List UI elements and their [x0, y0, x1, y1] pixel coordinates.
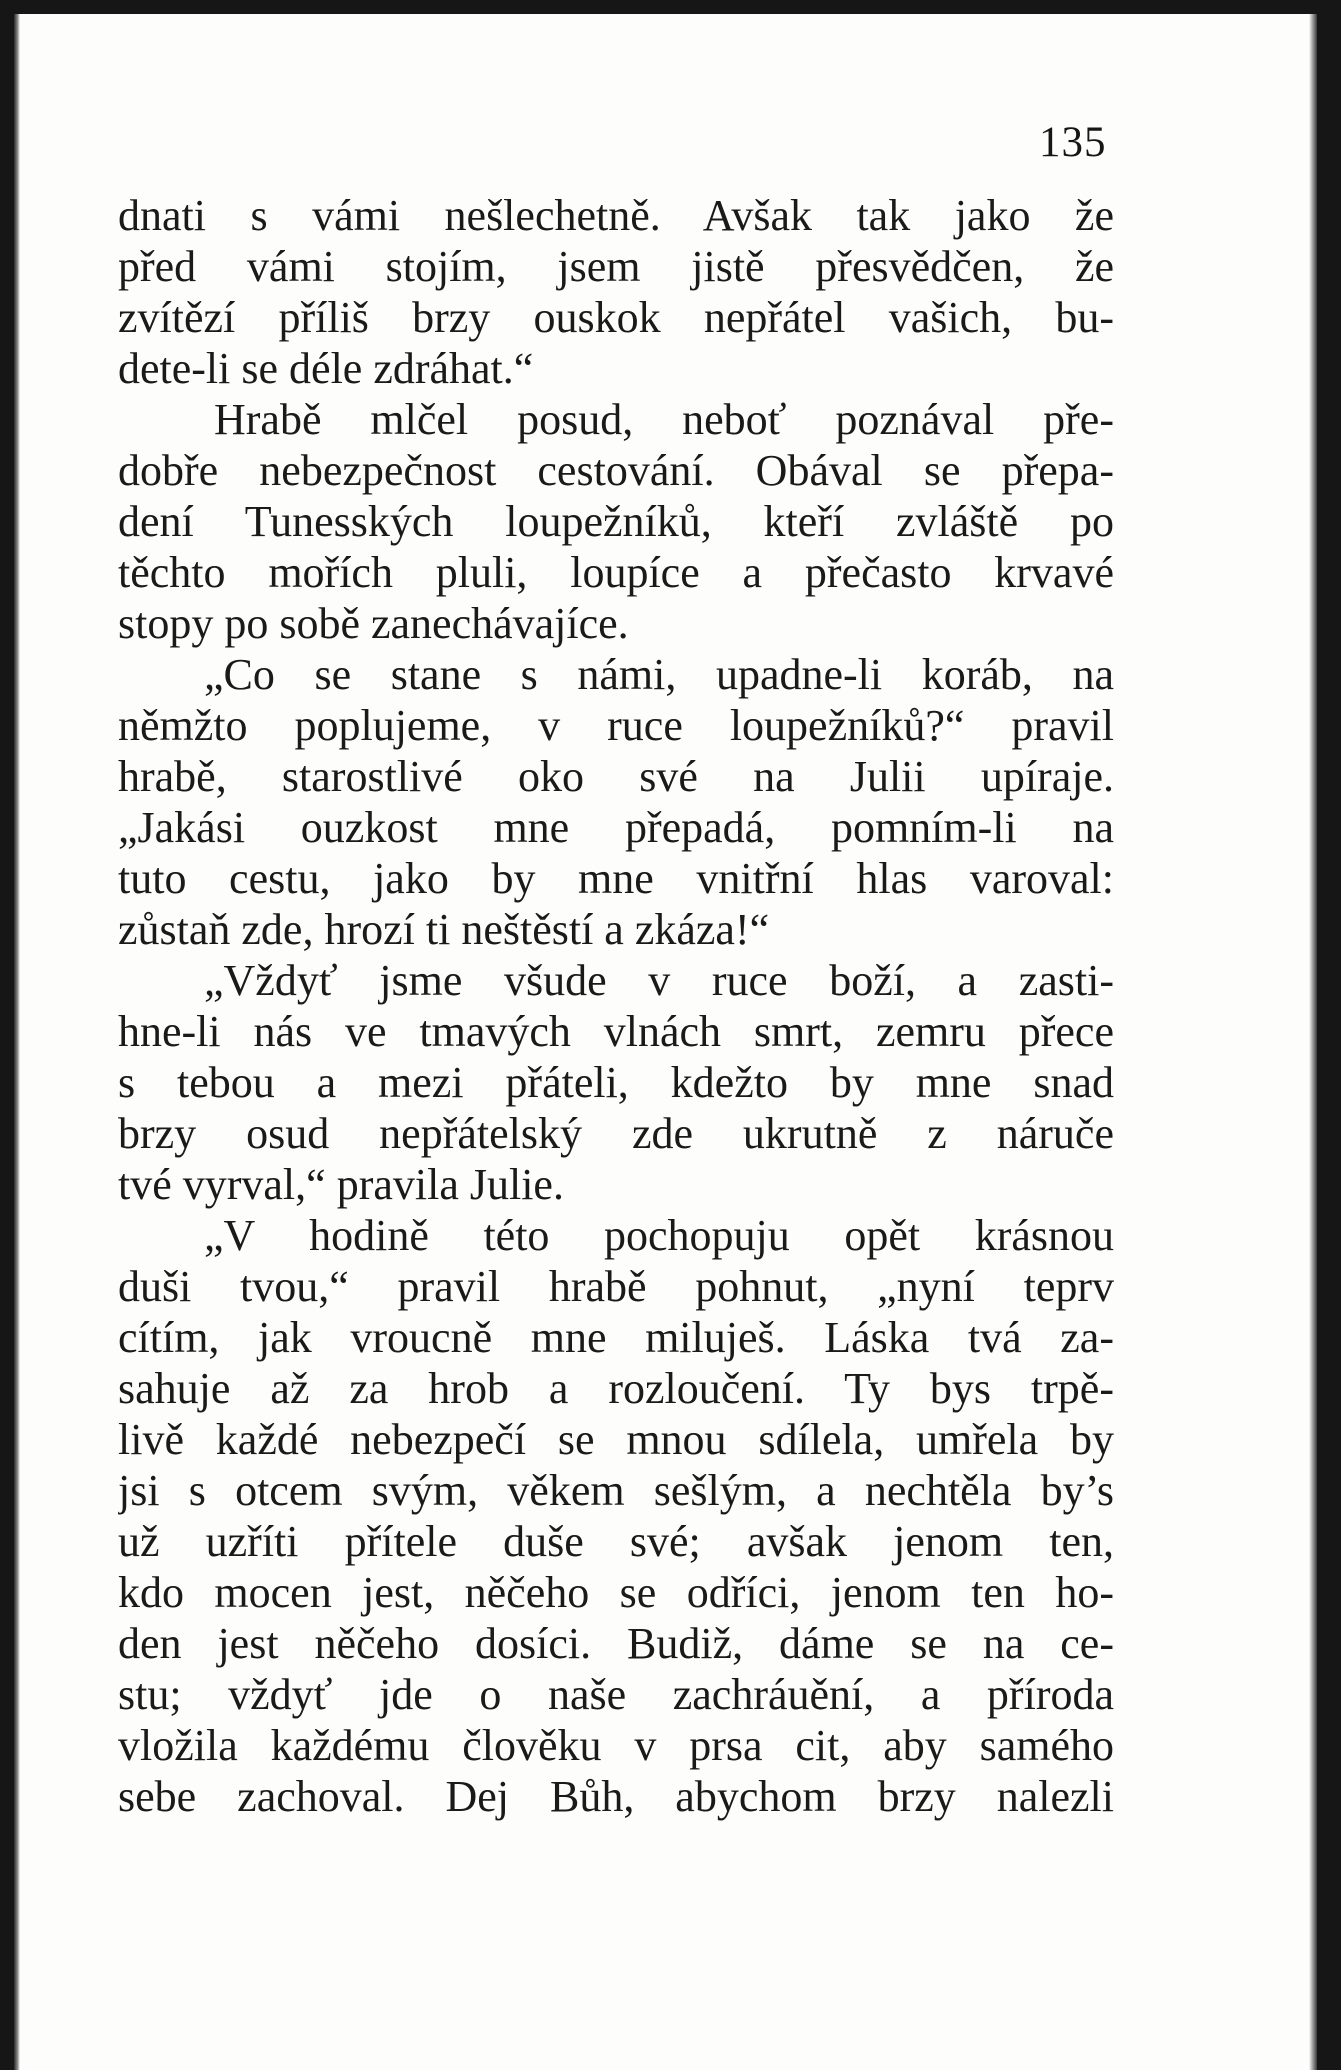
text-line: tuto cestu, jako by mne vnitřní hlas varoval:	[118, 854, 1114, 903]
text-line: sahuje až za hrob a rozloučení. Ty bys trpě-	[118, 1364, 1114, 1413]
text-line: „V hodině této pochopuju opět krásnou	[204, 1211, 1114, 1260]
page-left-shadow	[14, 14, 20, 2070]
text-line: hrabě, starostlivé oko své na Julii upíraje.	[118, 752, 1114, 801]
text-line: „Vždyť jsme všude v ruce boží, a zasti-	[204, 956, 1114, 1005]
text-line: dobře nebezpečnost cestování. Obával se přepa-	[118, 446, 1114, 495]
text-line: cítím, jak vroucně mne miluješ. Láska tvá za-	[118, 1313, 1114, 1362]
text-line: Hrabě mlčel posud, neboť poznával pře-	[214, 395, 1114, 444]
body-text	[118, 190, 1114, 1822]
text-line: už uzříti přítele duše své; avšak jenom ten,	[118, 1517, 1114, 1566]
text-line: němžto poplujeme, v ruce loupežníků?“ pravil	[118, 701, 1114, 750]
text-line: den jest něčeho dosíci. Budiž, dáme se na ce-	[118, 1619, 1114, 1668]
text-line: „Co se stane s námi, upadne-li koráb, na	[204, 650, 1114, 699]
text-line: duši tvou,“ pravil hrabě pohnut, „nyní teprv	[118, 1262, 1114, 1311]
text-line: tvé vyrval,“ pravila Julie.	[118, 1160, 564, 1209]
text-line: před vámi stojím, jsem jistě přesvědčen, že	[118, 242, 1114, 291]
text-line: kdo mocen jest, něčeho se odříci, jenom ten ho-	[118, 1568, 1114, 1617]
text-line: těchto mořích pluli, loupíce a přečasto krvavé	[118, 548, 1114, 597]
text-line: hne-li nás ve tmavých vlnách smrt, zemru přece	[118, 1007, 1114, 1056]
text-line: dení Tunesských loupežníků, kteří zvláště po	[118, 497, 1114, 546]
text-line: dete-li se déle zdráhat.“	[118, 344, 534, 393]
text-line: sebe zachoval. Dej Bůh, abychom brzy nalezli	[118, 1772, 1114, 1821]
text-line: stopy po sobě zanechávajíce.	[118, 599, 629, 648]
text-line: „Jakási ouzkost mne přepadá, pomním-li na	[118, 803, 1114, 852]
text-line: zvítězí příliš brzy ouskok nepřátel vašich, bu-	[118, 293, 1114, 342]
text-line: stu; vždyť jde o naše zachráuění, a příroda	[118, 1670, 1114, 1719]
text-line: jsi s otcem svým, věkem sešlým, a nechtěla by’s	[118, 1466, 1114, 1515]
page-number: 135	[1039, 119, 1107, 166]
book-page	[14, 14, 1317, 2070]
text-line: s tebou a mezi přáteli, kdežto by mne snad	[118, 1058, 1114, 1107]
page-right-shadow	[1309, 14, 1317, 2070]
text-line: livě každé nebezpečí se mnou sdílela, umřela by	[118, 1415, 1114, 1464]
text-line: vložila každému člověku v prsa cit, aby samého	[118, 1721, 1114, 1770]
text-line: dnati s vámi nešlechetně. Avšak tak jako že	[118, 191, 1114, 240]
text-line: zůstaň zde, hrozí ti neštěstí a zkáza!“	[118, 905, 770, 954]
text-line: brzy osud nepřátelský zde ukrutně z náruče	[118, 1109, 1114, 1158]
